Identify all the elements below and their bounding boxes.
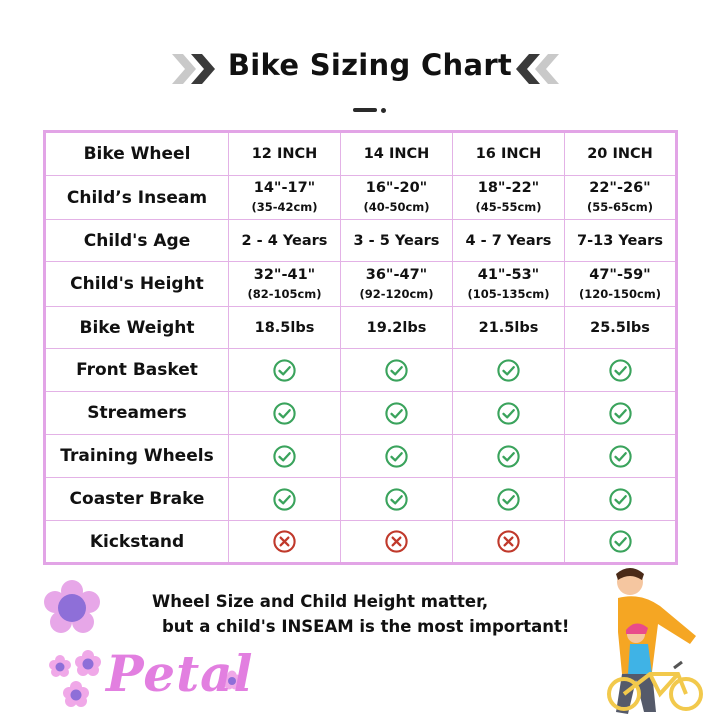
table-cell [565, 521, 677, 564]
row-label: Streamers [45, 392, 229, 435]
table-cell [229, 220, 341, 262]
table-row [45, 262, 677, 307]
row-label: Bike Weight [45, 307, 229, 349]
brand-name: Petal [106, 644, 254, 703]
row-label: Child’s Inseam [45, 176, 229, 220]
flower-icon [44, 580, 100, 636]
table-row [45, 220, 677, 262]
table-row [45, 307, 677, 349]
x-circle-icon [496, 533, 521, 550]
cell-value: 2 - 4 Years [241, 232, 328, 249]
cell-main-value: 14"-17" [253, 180, 316, 196]
check-circle-icon [496, 490, 521, 507]
cell-value: 19.2lbs [366, 319, 427, 336]
row-label: Training Wheels [45, 435, 229, 478]
cell-main-value: 41"-53" [477, 266, 540, 283]
note-line-1: Wheel Size and Child Height matter, [152, 592, 489, 611]
table-cell [229, 176, 341, 220]
table-cell [229, 262, 341, 307]
sizing-table [43, 130, 678, 565]
table-cell [453, 392, 565, 435]
cell-value: 25.5lbs [590, 319, 650, 336]
table-row [45, 435, 677, 478]
x-circle-icon [384, 533, 409, 550]
chevron-left-double-icon [516, 54, 562, 84]
cell-main-value: 16"-20" [365, 180, 428, 196]
table-cell [453, 307, 565, 349]
column-header-label: Bike Wheel [45, 132, 229, 176]
check-circle-icon [272, 490, 297, 507]
row-label: Child's Age [45, 220, 229, 262]
cell-metric-value: (92-120cm) [359, 286, 434, 301]
table-cell [341, 435, 453, 478]
row-label: Coaster Brake [45, 478, 229, 521]
parent-child-bike-illustration [578, 562, 720, 720]
table-cell [453, 521, 565, 564]
cell-metric-value: (82-105cm) [247, 286, 322, 301]
check-circle-icon [608, 533, 633, 550]
cell-metric-value: (35-42cm) [251, 200, 318, 214]
check-circle-icon [384, 361, 409, 378]
table-cell [565, 478, 677, 521]
check-circle-icon [384, 490, 409, 507]
table-row [45, 392, 677, 435]
table-cell [565, 262, 677, 307]
table-cell [341, 176, 453, 220]
cell-value: 4 - 7 Years [465, 232, 552, 249]
column-header-wheel-size: 16 INCH [453, 132, 565, 176]
check-circle-icon [384, 404, 409, 421]
table-cell [341, 307, 453, 349]
table-cell [341, 478, 453, 521]
cell-main-value: 18"-22" [477, 180, 540, 196]
x-circle-icon [272, 533, 297, 550]
divider-dot [381, 108, 386, 113]
table-cell [565, 176, 677, 220]
table-cell [229, 435, 341, 478]
table-cell [341, 220, 453, 262]
cell-value: 7-13 Years [577, 232, 663, 249]
table-cell [565, 307, 677, 349]
row-label: Kickstand [45, 521, 229, 564]
check-circle-icon [496, 447, 521, 464]
row-label: Front Basket [45, 349, 229, 392]
table-cell [229, 392, 341, 435]
table-cell [453, 220, 565, 262]
table-cell [453, 435, 565, 478]
table-header-row [45, 132, 677, 176]
row-label: Child's Height [45, 262, 229, 307]
note-line-2: but a child's INSEAM is the most important! [162, 617, 570, 636]
column-header-wheel-size: 14 INCH [341, 132, 453, 176]
cell-metric-value: (45-55cm) [475, 200, 542, 214]
cell-main-value: 36"-47" [365, 266, 428, 283]
table-cell [453, 262, 565, 307]
cell-value: 3 - 5 Years [353, 232, 440, 249]
table-cell [341, 521, 453, 564]
sizing-note [152, 589, 569, 639]
check-circle-icon [272, 447, 297, 464]
table-cell [229, 307, 341, 349]
check-circle-icon [608, 447, 633, 464]
brand-logo [48, 644, 254, 716]
table-cell [565, 392, 677, 435]
table-cell [229, 478, 341, 521]
cell-metric-value: (120-150cm) [578, 286, 662, 301]
cell-metric-value: (40-50cm) [363, 200, 430, 214]
table-cell [565, 220, 677, 262]
check-circle-icon [608, 404, 633, 421]
check-circle-icon [272, 404, 297, 421]
check-circle-icon [496, 361, 521, 378]
table-cell [341, 392, 453, 435]
table-cell [453, 176, 565, 220]
column-header-wheel-size: 12 INCH [229, 132, 341, 176]
table-cell [565, 349, 677, 392]
cell-main-value: 32"-41" [253, 266, 316, 283]
cell-main-value: 47"-59" [589, 266, 651, 283]
table-row [45, 349, 677, 392]
cell-metric-value: (55-65cm) [586, 200, 654, 214]
check-circle-icon [272, 361, 297, 378]
table-cell [341, 349, 453, 392]
cell-value: 21.5lbs [478, 319, 539, 336]
table-row [45, 478, 677, 521]
cell-value: 18.5lbs [254, 319, 315, 336]
check-circle-icon [496, 404, 521, 421]
check-circle-icon [384, 447, 409, 464]
check-circle-icon [608, 361, 633, 378]
table-cell [229, 349, 341, 392]
page-title: Bike Sizing Chart [227, 48, 513, 82]
cell-metric-value: (105-135cm) [467, 286, 550, 301]
cell-main-value: 22"-26" [589, 180, 651, 196]
table-row [45, 521, 677, 564]
table-cell [229, 521, 341, 564]
divider-bar [353, 108, 377, 112]
header [0, 44, 720, 90]
table-cell [341, 262, 453, 307]
table-cell [453, 478, 565, 521]
table-cell [453, 349, 565, 392]
check-circle-icon [608, 490, 633, 507]
title-divider [353, 106, 387, 114]
table-row [45, 176, 677, 220]
column-header-wheel-size: 20 INCH [565, 132, 677, 176]
table-cell [565, 435, 677, 478]
